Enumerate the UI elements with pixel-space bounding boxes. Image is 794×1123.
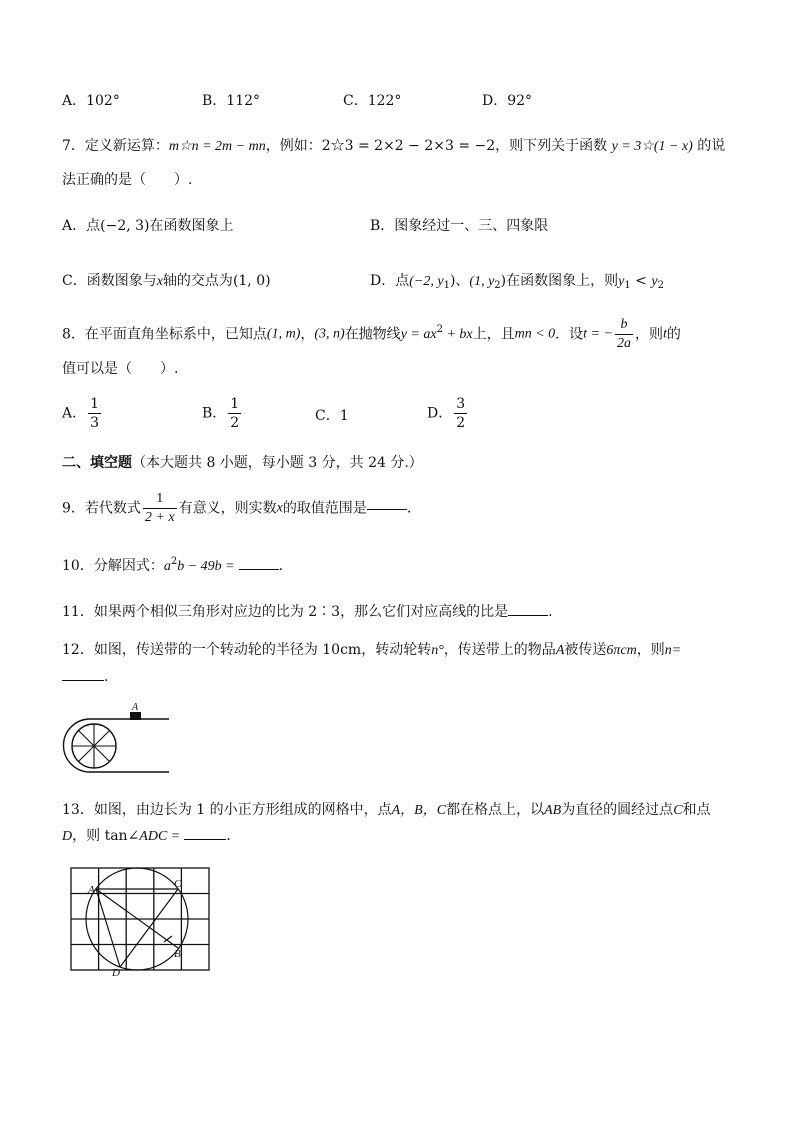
q7-option-c [62,274,271,289]
q7-def-lhs: m☆n [168,139,199,154]
q13-end: . [226,828,231,844]
q7-option-d-ineq-sub1: 1 [624,280,631,291]
q7-option-c-point: (1, 0) [232,273,271,289]
q7-option-d-pre: D．点 [370,273,410,289]
q10-expr2: b − 49b = [177,559,235,574]
q10-stem [62,556,284,574]
section-heading [62,456,423,470]
q8-mn: mn < 0 [514,326,556,342]
q9-frac-denominator: 2 + x [144,510,175,525]
q8-stem [62,318,681,351]
q8-frac-denominator: 2a [616,336,631,351]
q8-parabola: y = ax [400,327,437,342]
q13-d: D [62,829,73,844]
q12-mid: ，传送带上的物品 [443,642,556,658]
segment-ad [96,889,120,967]
q8-option-d [427,397,469,430]
segment-dc [120,889,178,967]
q9-fraction [143,492,177,525]
q12-mid2: 被传送 [564,642,607,658]
q6-option-b: B．112° [202,93,261,109]
section-title: 二、填空题 [62,455,132,471]
item-a-label: A [132,702,139,713]
q7-option-d: D．点(−2, $y_1$)、(1, $y_2$)在函数图象上，则$y_1 < y_2$ [370,273,664,291]
q7-prefix: 7．定义新运算： [62,138,169,154]
q12-stem-line2 [62,670,108,684]
q13-mid2: 为直径的圆经过点 [561,802,674,818]
q11-answer-blank[interactable] [508,614,548,616]
q8-t: t [662,326,667,342]
q12-stem [62,643,681,658]
q13-mid: 都在格点上，以 [446,802,545,818]
q7-option-a [62,219,234,233]
q10-expr: a [163,559,171,574]
q7-example: 2☆3 = 2×2 − 2×3 = −2 [321,138,496,154]
q7-stem-line2: 法正确的是（ ）. [62,172,193,188]
q13-c: C [673,803,683,818]
q8-option-d-fraction [454,397,467,430]
q8-comma: ， [300,326,315,343]
q13-angle: ∠ADC = [127,829,181,844]
q7-option-d-sep: 、 [455,273,470,289]
q7-option-c-pre: C．函数图象与 [62,273,157,289]
q7-suffix: 的说 [692,138,726,154]
q8-option-a [62,397,103,430]
q8-option-a-num: 1 [90,396,100,412]
q10-answer-blank[interactable] [239,568,279,570]
point-a-label: A [88,884,95,896]
q8-option-a-den: 3 [90,415,100,431]
q11-text: 11．如果两个相似三角形对应边的比为 2∶3，那么它们对应高线的比是 [62,604,509,620]
q8-set: ．设 [555,326,584,343]
conveyor-belt-figure [66,700,186,790]
q11-stem [62,605,553,619]
q13-ab: AB [544,803,562,818]
q9-frac-numerator: 1 [156,491,164,506]
point-d-label: D [112,967,120,979]
q7-example-prefix: ，例如： [265,138,322,154]
q13-points: A，B，C [391,803,447,818]
q9-answer-blank[interactable] [367,508,407,510]
q7-option-b: B．图象经过一、三、四象限 [370,218,549,234]
q7-option-d-sub2: 2 [494,280,501,291]
q10-prefix: 10．分解因式： [62,558,164,574]
q7-option-c-post: 轴的交点为 [162,273,233,289]
q13-stem [62,803,711,818]
q8-t-eq: t = − [583,326,613,342]
q7-option-d-y2: y [651,274,658,289]
q10-end: . [278,558,284,574]
q6-option-d: D．92° [482,93,533,109]
q12-then: ，则 [636,642,665,658]
q8-option-c: C．1 [315,408,349,424]
q8-of: 的 [666,326,681,343]
q6-option-c: C．122° [343,93,402,109]
grid-circle-figure [68,864,218,979]
q8-mid: 在抛物线 [344,326,401,343]
q13-tail: 和点 [682,802,711,818]
q12-a: A [555,643,565,658]
q9-suffix: 的取值范围是 [282,500,367,517]
q8-option-b-num: 1 [230,396,240,412]
q7-option-d-point1: (−2, y [409,274,444,289]
q9-end: . [406,500,412,517]
q7-function: y = 3☆(1 − x) [611,139,693,154]
q13-stem-line2 [62,829,231,844]
q8-option-b-fraction [228,397,241,430]
q8-parabola2: + bx [442,327,473,342]
q7-option-a-post: 在函数图象上 [149,218,234,234]
q7-option-d-ineq-sub2: 2 [657,280,664,291]
q8-option-b-label: B． [202,405,227,422]
q6-option-a: A．102° [62,93,120,109]
item-a-block [130,712,141,720]
q7-stem [62,139,725,154]
q8-option-b-den: 2 [230,415,240,431]
q7-option-d-post: 在函数图象上，则 [506,273,619,289]
q8-frac-numerator: b [620,317,628,332]
q8-fraction [615,318,633,351]
q7-def-rhs: = 2m − mn [198,139,266,154]
q9-stem [62,492,411,525]
q8-cond: 上，且 [472,326,515,343]
q9-mid: 有意义，则实数 [178,500,277,517]
q7-option-d-y1: y [618,274,625,289]
q8-option-a-fraction [88,397,101,430]
q8-option-d-den: 2 [456,415,466,431]
q12-end: . [104,669,109,685]
q8-option-d-label: D． [427,405,453,422]
q7-option-a-point: (−2, 3) [100,218,150,234]
q8-prefix: 8．在平面直角坐标系中，已知点 [62,326,267,343]
q7-option-d-sub1: 1 [443,280,450,291]
q8-point2: (3, n) [314,326,345,342]
q7-option-a-pre: A．点 [62,218,101,234]
q12-n: n° [431,643,444,658]
q12-dist: 6πcm [606,643,637,658]
q7-option-c-var: x [156,274,163,289]
point-b-label: B [174,948,181,960]
q13-answer-blank[interactable] [184,838,226,840]
q8-option-a-label: A． [62,405,87,422]
section-note: （本大题共 8 小题，每小题 3 分，共 24 分.） [132,455,423,471]
q12-prefix: 12．如图，传送带的一个转动轮的半径为 10cm，转动轮转 [62,642,432,658]
q8-point1: (1, m) [266,326,301,342]
wheel-spokes [72,724,116,768]
q7-mid: ，则下列关于函数 [495,138,612,154]
q9-var: x [276,500,283,516]
point-c-label: C [174,878,182,890]
q11-end: . [548,604,553,620]
q9-prefix: 9．若代数式 [62,500,141,517]
q8-then: ，则 [634,326,663,343]
q10-sq: 2 [170,556,178,567]
q8-option-d-num: 3 [456,396,466,412]
q8-option-b [202,397,243,430]
q8-parabola-sq: 2 [436,324,443,335]
q7-option-d-point2: (1, y [469,274,495,289]
q13-prefix: 13．如图，由边长为 1 的小正方形组成的网格中，点 [62,802,392,818]
q8-stem-line2: 值可以是（ ）. [62,361,179,377]
q13-line2-mid: ，则 tan [72,828,128,844]
q12-neq: n= [664,643,682,658]
q12-answer-blank[interactable] [62,679,104,681]
